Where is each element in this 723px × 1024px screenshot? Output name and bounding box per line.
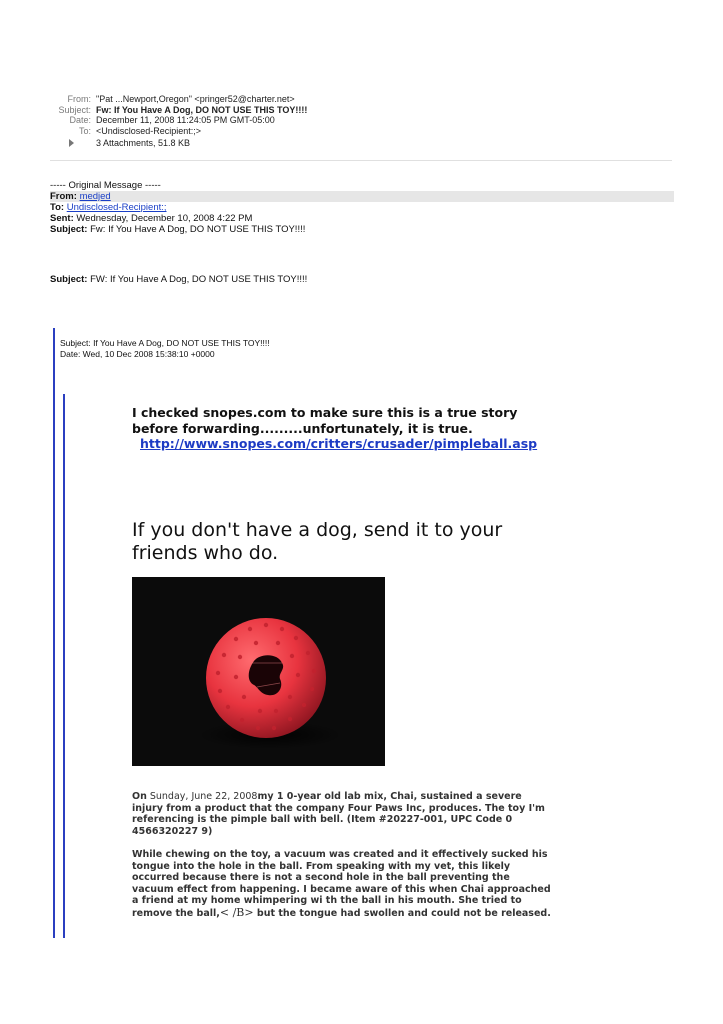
original-from-label: From: xyxy=(50,191,77,202)
red-ball-image xyxy=(132,577,385,766)
original-message-divider: ----- Original Message ----- xyxy=(50,180,161,191)
original-sent-label: Sent: xyxy=(50,213,74,224)
from-value[interactable]: "Pat ...Newport,Oregon" <pringer52@charter.net> xyxy=(96,94,295,104)
para1-rest: my 1 0-year old lab mix, Chai, sustained a severe injury from a product that the company Four Paws Inc, produces. The toy I'm referencing is the pimple ball with bell. (Item #20227-001, UPC Code 0 4566320227 9) xyxy=(132,791,545,837)
original-subject-value: Fw: If You Have A Dog, DO NOT USE THIS TOY!!!! xyxy=(90,224,306,235)
original-from-link[interactable]: medjed xyxy=(79,191,111,202)
forward-subject-row xyxy=(50,274,307,285)
forward-subject-value: FW: If You Have A Dog, DO NOT USE THIS TOY!!!! xyxy=(90,274,308,285)
to-label: To: xyxy=(78,125,91,136)
date-value: December 11, 2008 11:24:05 PM GMT-05:00 xyxy=(96,115,275,125)
from-label: From: xyxy=(67,94,91,104)
original-from-row xyxy=(50,191,674,202)
original-sent-row xyxy=(50,213,674,224)
original-message-block xyxy=(50,180,674,235)
header-divider xyxy=(50,160,672,161)
big-message: If you don't have a dog, send it to your friends who do. xyxy=(132,519,503,564)
story-text xyxy=(132,791,552,931)
story-paragraph-2 xyxy=(132,849,552,919)
attachments-toggle[interactable] xyxy=(50,138,96,149)
inner-date: Date: Wed, 10 Dec 2008 15:38:10 +0000 xyxy=(60,348,215,359)
original-to-row xyxy=(50,202,674,213)
intro-text: I checked snopes.com to make sure this is a true story before forwarding.........unfortunately, it is true. xyxy=(132,405,518,436)
inner-header xyxy=(60,338,270,359)
original-to-link[interactable]: Undisclosed-Recipient:; xyxy=(66,202,167,213)
pimple-ball-photo xyxy=(132,577,385,766)
original-to-label: To: xyxy=(50,202,65,213)
story-paragraph-1 xyxy=(132,791,552,837)
attachments-summary[interactable]: 3 Attachments, 51.8 KB xyxy=(96,138,191,148)
original-subject-label: Subject: xyxy=(50,224,88,235)
intro-paragraph xyxy=(132,405,552,452)
para2-b: but the tongue had swollen and could not be released. xyxy=(253,907,551,919)
quote-bar-inner xyxy=(63,394,65,938)
snopes-link[interactable]: http://www.snopes.com/critters/crusader/pimpleball.asp xyxy=(140,436,538,451)
para1-on: On xyxy=(132,791,147,802)
subject-label: Subject: xyxy=(58,104,91,115)
to-value: <Undisclosed-Recipient:;> xyxy=(96,125,202,136)
disclosure-triangle-icon[interactable] xyxy=(69,139,74,147)
para2-a: While chewing on the toy, a vacuum was created and it effectively sucked his tongue into the hole in the ball. From speaking with my vet, this likely occurred because there is not a second hole in the ball preventing the vacuum effect from happening. I became aware of this when Chai approached a friend at my home whimpering wi th the ball in his mouth. She tried to remove the ball, xyxy=(132,849,551,919)
forward-subject-label: Subject: xyxy=(50,274,88,285)
para2-stray-tag: < /B> xyxy=(219,905,254,919)
original-subject-row xyxy=(50,224,674,235)
inner-subject: Subject: If You Have A Dog, DO NOT USE THIS TOY!!!! xyxy=(60,338,270,348)
quote-bar-outer xyxy=(53,328,55,938)
para1-date: Sunday, June 22, 2008 xyxy=(146,791,258,802)
subject-value: Fw: If You Have A Dog, DO NOT USE THIS TOY!!!! xyxy=(96,104,308,115)
mail-header xyxy=(50,94,670,149)
original-sent-value: Wednesday, December 10, 2008 4:22 PM xyxy=(76,213,253,224)
date-label: Date: xyxy=(69,115,91,125)
